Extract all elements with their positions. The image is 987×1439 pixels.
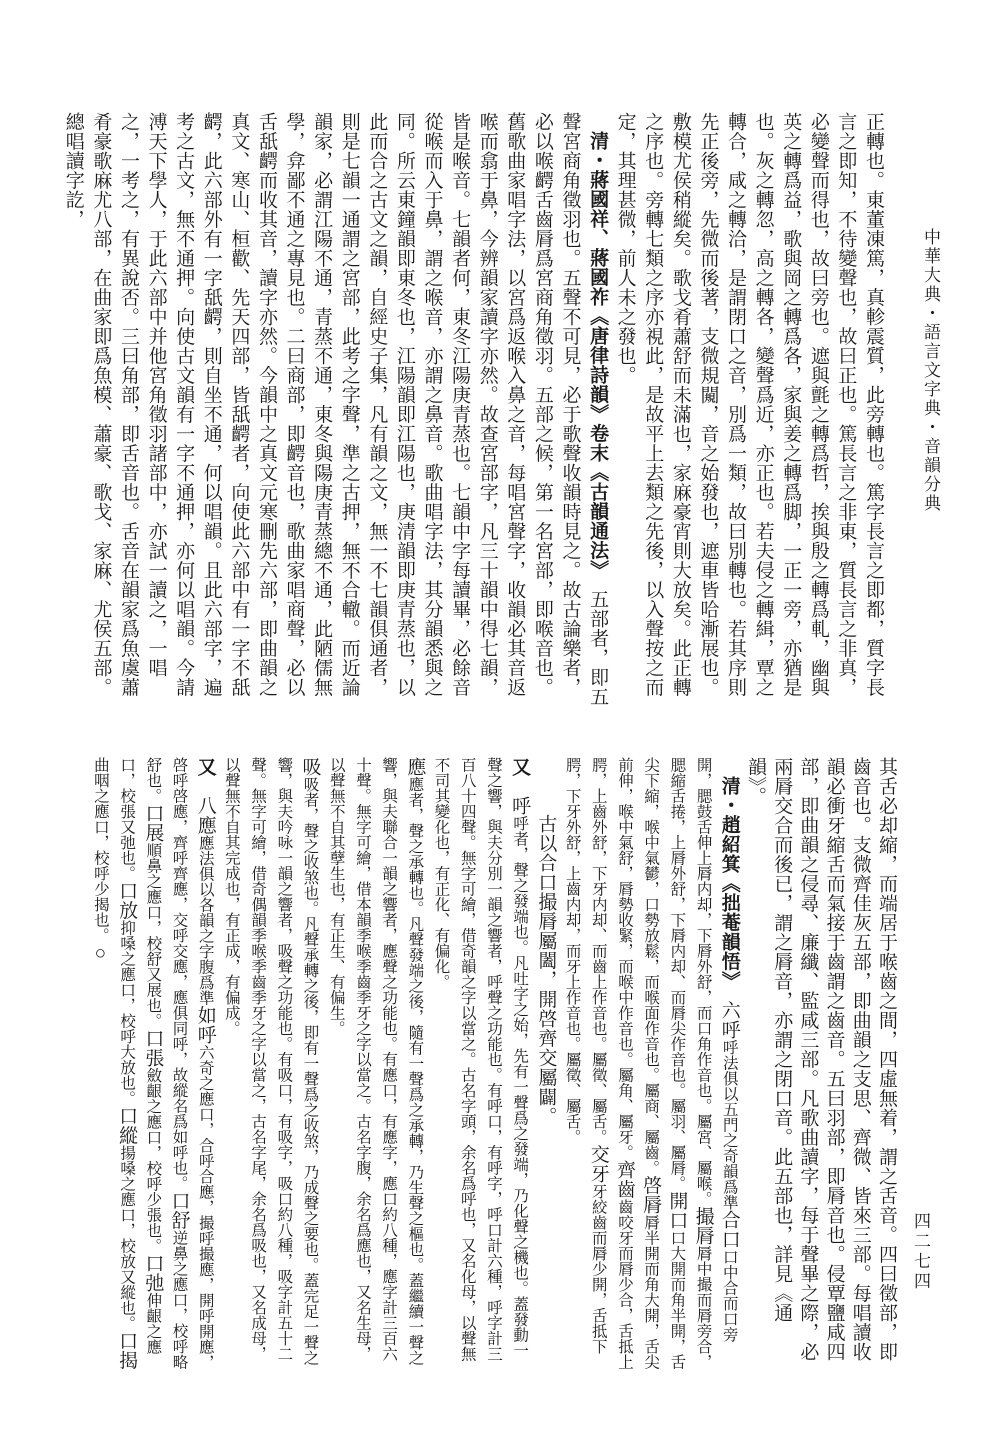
bottom-text-block (57, 757, 899, 1370)
text-run: 八應 (194, 776, 216, 835)
text-run: 曲咽之應口，校呼少揭也。 (91, 757, 109, 943)
paragraph (218, 757, 323, 1370)
paragraph (742, 757, 899, 1370)
text-run: 如呼 (194, 1005, 216, 1045)
text-run: 應 (404, 757, 426, 777)
text-run: 斂齦之應口，校呼少張也。 (144, 1067, 162, 1254)
top-text-block (57, 112, 887, 710)
text-run: 古以合口撮脣屬闔，開啓齊交屬闢。 (535, 814, 557, 1126)
text-run: 正轉也。東董凍篤，真軫震質，此旁轉也。篤字長言之即都，質字長言之即知，不待變聲也，故曰正也。篤長言之非東，質長言之非真，必變聲而得也，故曰旁也。遮與氈之轉爲哲，挨與殷之轉爲軋，幽與英之轉爲益，歌與岡之轉爲各，家與姜之轉爲脚，一正一旁，亦猶是也。灰之轉忽，高之轉各，變聲爲近，亦正也。若夫侵之轉緝，覃之轉合，咸之轉洽，是謂閉口之音，別爲一類，故曰別轉也。若其序則先正後旁，先微而後著，支微規闚，音之始發也，遮車皆哈漸展也。敷模尤侯稍縱矣。歌戈肴蕭舒而未滿也，家麻豪宵則大放矣。此正轉之序也。旁轉七類之序亦視此，是故平上去類之先後，以入聲按之而定，其理甚微，前人未之發也。 (614, 112, 884, 697)
text-run: 揚嗓之應口，校放又縱也。 (118, 1145, 136, 1331)
text-run: 開口 (666, 1191, 688, 1230)
text-run: ○ (89, 943, 111, 965)
text-run: 抑嗓之應口，校呼大放也。 (118, 920, 136, 1106)
text-run: 五部者，即五聲宮商角徵羽也。五聲不可見，必于歌聲收韻時見之。故古論樂者，必以喉齶舌齒脣爲宮商角徵羽。五部之候，第一名宮部，即喉音也。舊歌曲家唱字法，以宮爲返喉入鼻之音，每唱宮聲字，收韻必其音返喉而翕于鼻，今辨韻家讀字亦然。故查宮部字，凡三十韻中得七韻，皆是喉音。七韻者何，東冬江陽庚青蒸也。七韻中字每讀畢，必餘音從喉而入于鼻，謂之喉音，亦謂之鼻音。歌曲唱字法，其分韻悉與之同。所云東鐘韻即東冬也，江陽韻即江陽也，庚清韻即庚青蒸也，以此而合之古文之韻，自經史子集，凡有韻之文，無一不七韻俱通者，則是七韻一通謂之宮部，此考之字聲，準之古押，無不合轍。而近論韻家，必謂江陽不通，青蒸不通，東冬與陽庚青蒸總不通，此陋儒無學，弇鄙不通之專見也。二曰商部，即齶音也，歌曲家唱商聲，必以舌舐齶而收其音，讀字亦然。今韻中之真文元寒刪先六部，即曲韻之真文、寒山、桓歡、先天四部，皆舐齶者，向使此六部中有一字不舐齶，此六部外有一字舐齶，則自坐不通，何以唱韻。且此六部字，遍考之古文，無不通押。向使古文韻有一字不通押，亦何以唱韻。今請溥天下學人，于此六部中并他宮角徵羽諸部中，亦試一讀之，一唱之，一考之，有異說否。三曰角部，即舌音也。舌音在韻家爲魚虞蕭肴豪歌麻尤八部，在曲家即爲魚模、蕭豪、歌戈、家麻、尤侯五部。總唱讀字訖， (62, 112, 609, 707)
page-number-text: 四二七四 (911, 1212, 930, 1292)
paragraph (611, 112, 887, 710)
text-run: 口展 (142, 803, 164, 843)
text-run: 口中合而口旁開，腮鼓舌伸上脣内却，下脣外舒，而口角作音也。屬宮、屬喉。 (694, 757, 738, 1342)
text-run: 伸齦之應口，校張又弛也。 (118, 757, 162, 1355)
paragraph (427, 757, 532, 1370)
text-run: 吸 (299, 757, 321, 777)
text-run: 口大開而角半開，舌尖下縮，喉中氣鬰，口勢放鬆，而喉面作音也。屬商、屬齒。 (642, 757, 686, 1370)
volume-header-text: 中華大典・語言文字典・音韻分典 (921, 228, 940, 513)
text-run: 呼者，聲之發端也。凡吐字之始，先有一聲爲之發端，乃化聲之機也。蓋發動一聲之響，與夫分別一韻之響者，呼聲之功能也。有呼口，有呼字，呼口計六種，呼字計三百八十四聲。無字可繪，借奇韻之字以當之。古名字頭，余名爲呼也，又名化母，以聲無不司其變化也，有正化、有偏化。 (432, 757, 529, 1362)
paragraph (532, 757, 558, 1370)
text-run: 逆鼻之應口，校呼略舒也。 (144, 757, 188, 1370)
text-run: 六奇之應口，合呼合應，撮呼撮應，開呼開應，啓呼啓應，齊呼齊應，交呼交應，應俱同呼，故縱名爲如呼也。 (170, 757, 214, 1370)
page-number (908, 1212, 933, 1352)
text-run: 口揭 (116, 1331, 138, 1370)
text-run: 其舌必却縮，而端居于喉齒之間，四虛無着，謂之舌音。四曰徵部，即齒音也。支微齊佳灰五部，即曲韻之支思、齊微、皆來三部。每唱讀收韻必衝牙縮舌而氣接于齒謂之齒音。五曰羽部，即脣音也。侵覃鹽咸四部，即曲韻之侵尋、廉纖、監咸三部。凡歌曲讀字，每于聲畢之際，必兩脣交合而後已，謂之脣音，亦謂之閉口音。此五部也，詳見《通韻》。 (744, 757, 897, 1362)
paragraph (87, 757, 218, 1370)
text-run: 合口 (718, 1210, 740, 1249)
text-run: 應法俱以各韻之字腹爲準 (196, 835, 214, 1006)
source-title: 清・趙紹箕《拙菴韻悟》 (718, 776, 740, 981)
text-run: 口張 (142, 1028, 164, 1068)
text-run: 脣半開而角大開，舌尖前伸，喉中氣舒，脣勢收緊，而喉中作音也。屬角、屬牙。 (615, 757, 660, 1370)
text-run: 交牙 (587, 1144, 609, 1184)
text-run: 應者，聲之承轉也。凡聲發端之後，隨有一聲爲之承轉，乃生聲之樞也。蓋繼續一聲之響，與夫聯合一韻之響者，應聲之功能也。有應口，有應字，應口約八種，應字計三百六十聲。無字可繪，借本韻季喉季齒季牙之字以當之。古名字腹，余名爲應也，又名生母，以聲無不自其孽生也，有正生、有偏生。 (327, 757, 424, 1366)
text-run: 齊齒 (613, 1160, 635, 1199)
text-run: 六呼 (718, 981, 740, 1040)
text-run: 口弛 (142, 1253, 164, 1293)
paragraph (558, 757, 741, 1370)
paragraph (323, 757, 428, 1370)
text-run: 脣中撮而脣旁合，腮縮舌捲，上脣外舒，下脣内却、而脣尖作音也。屬羽、屬脣。 (668, 757, 712, 1370)
source-title: 清・蔣國祥、蔣國祚《唐律詩韻》卷末《古韻通法》 (587, 131, 609, 570)
text-run: 口舒 (168, 1191, 190, 1230)
volume-header (918, 228, 943, 648)
text-run: 口縱 (116, 1106, 138, 1145)
text-run: 撮脣 (692, 1206, 714, 1246)
text-run: 呼法俱以五門之奇韻爲準 (720, 1039, 738, 1210)
source-title: 又 (194, 757, 216, 777)
text-run: 吸者，聲之收煞也。凡聲承轉之後，即有一聲爲之收煞，乃成聲之要也。蓋完足一聲之響，與夫吟咏一韻之響者，吸聲之功能也。有吸口，有吸字，吸口約八種，吸字計五十二聲。無字可繪，借奇偶韻季喉季齒季牙之字以當之，古名字尾，余名爲吸也，又名成母，以聲無不自其完成也，有正成，有偏成。 (222, 757, 319, 1366)
text-run: 呼 (509, 776, 531, 816)
text-run: 口放 (116, 881, 138, 920)
text-run: 齒咬牙而脣少合，舌抵上腭，上齒外舒，下牙内却、而齒上作音也。屬徵、屬舌。 (589, 757, 633, 1370)
text-run: 啓脣 (640, 1175, 662, 1215)
paragraph (59, 112, 611, 710)
text-run: 順鼻之應口，校舒又展也。 (144, 842, 162, 1029)
source-title: 又 (509, 757, 531, 777)
text-run: 牙絞齒而脣少開，舌抵下腭，下牙外舒，上齒内却，而牙上作音也。屬徵、屬舌。 (563, 757, 607, 1354)
